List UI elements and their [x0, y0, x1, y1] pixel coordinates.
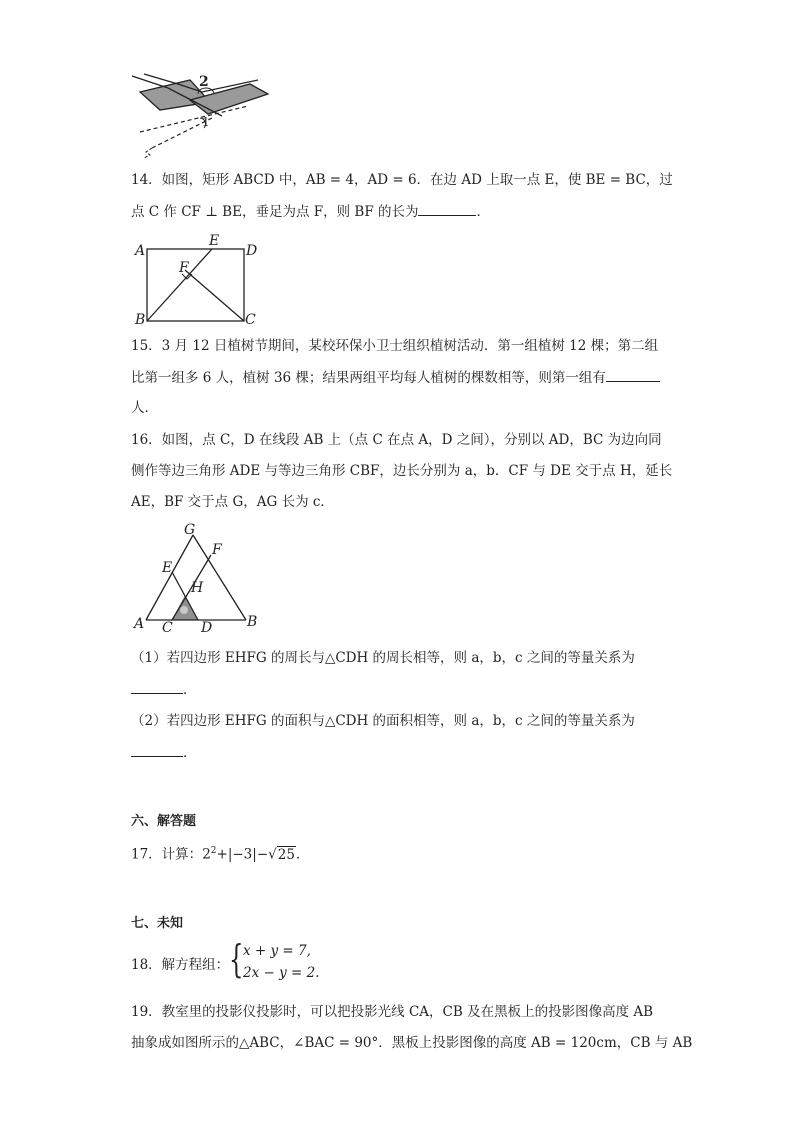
section-7-heading: 七、未知 [131, 916, 184, 931]
q19-line2: 抽象成如图所示的△ABC，∠BAC = 90°．黑板上投影图像的高度 AB = 120cm，CB 与 AB [131, 1035, 693, 1051]
q17-prefix: 17．计算： [131, 846, 203, 863]
q16-part2-blank[interactable] [131, 742, 183, 757]
q14-line2 [131, 201, 490, 222]
q16-part2-answer [131, 742, 197, 763]
q16-part2-end: ． [183, 745, 197, 761]
q18-equation-1: x + y = 7, [243, 943, 311, 959]
q17-end: ． [295, 846, 310, 863]
q14-label-e: E [209, 233, 220, 249]
q17-middle: +|−3|− [216, 846, 269, 863]
q16-label-f: F [212, 542, 222, 558]
q18-prefix: 18．解方程组： [131, 957, 230, 973]
q19-line1: 19．教室里的投影仪投影时，可以把投影光线 CA，CB 及在黑板上的投影图像高度 AB [131, 1004, 654, 1020]
q14-label-c: C [245, 312, 256, 328]
q15-line1: 15．3 月 12 日植树节期间，某校环保小卫士组织植树活动．第一组植树 12 棵；第二组 [131, 338, 659, 354]
q13-dashed-edge-1 [140, 106, 248, 132]
q14-label-d: D [246, 243, 258, 259]
q14-label-a: A [135, 243, 146, 259]
q13-label-1: 1 [202, 115, 210, 129]
q16-label-e: E [162, 560, 173, 576]
q14-line1: 14．如图，矩形 ABCD 中，AB = 4，AD = 6．在边 AD 上取一点 E，使 BE = BC，过 [131, 172, 673, 188]
q16-label-b: B [247, 614, 258, 630]
q15-line2 [131, 367, 660, 388]
q16-label-d: D [201, 620, 213, 636]
q16-label-a: A [134, 616, 145, 632]
q14-label-f: F [179, 260, 189, 276]
q17-base: 2 [202, 846, 211, 863]
q18-equation-2: 2x − y = 2. [243, 965, 320, 981]
q14-rectangle-figure [132, 233, 272, 328]
q16-label-h: H [191, 580, 204, 596]
q14-label-b: B [135, 312, 146, 328]
q14-line2-text: 点 C 作 CF ⊥ BE，垂足为点 F，则 BF 的长为 [131, 204, 419, 220]
q15-answer-blank[interactable] [606, 367, 660, 382]
q17-sqrt-sign: √ [268, 846, 277, 863]
q16-triangles-figure [132, 524, 272, 634]
q15-line3: 人． [131, 400, 158, 416]
q14-line2-end: ． [476, 204, 490, 220]
q16-part1-answer [131, 679, 197, 700]
q13-label-2: 2 [199, 74, 209, 90]
q16-line2: 侧作等边三角形 ADE 与等边三角形 CBF，边长分别为 a，b．CF 与 DE 交于点 H，延长 [131, 463, 673, 479]
q18-brace: { [229, 937, 244, 981]
q15-line2-text: 比第一组多 6 人，植树 36 棵；结果两组平均每人植树的棵数相等，则第一组有 [131, 370, 606, 386]
q16-part2: （2）若四边形 EHFG 的面积与△CDH 的面积相等，则 a，b，c 之间的等量关系为 [131, 713, 635, 729]
q16-line3: AE，BF 交于点 G，AG 长为 c． [131, 494, 334, 510]
q16-label-g: G [184, 522, 196, 538]
q13-dashed-squiggle [144, 148, 152, 158]
q16-part1: （1）若四边形 EHFG 的周长与△CDH 的周长相等，则 a，b，c 之间的等量关系为 [131, 650, 635, 666]
q16-label-c: C [162, 620, 173, 636]
q16-part1-blank[interactable] [131, 679, 183, 694]
q16-part1-end: ． [183, 682, 197, 698]
q14-rectangle-abcd [147, 249, 244, 321]
q16-shading-highlight [180, 606, 188, 614]
q14-answer-blank[interactable] [418, 201, 476, 216]
q16-line1: 16．如图，点 C，D 在线段 AB 上（点 C 在点 A，D 之间），分别以 AD，BC 为边向同 [131, 432, 662, 448]
q14-segment-cf [185, 270, 244, 321]
q17-radicand: 25 [277, 846, 295, 863]
q17-exponent: 2 [210, 846, 217, 856]
section-6-heading: 六、解答题 [131, 814, 197, 829]
q17-expression [131, 841, 309, 865]
q13-figure [130, 62, 270, 162]
